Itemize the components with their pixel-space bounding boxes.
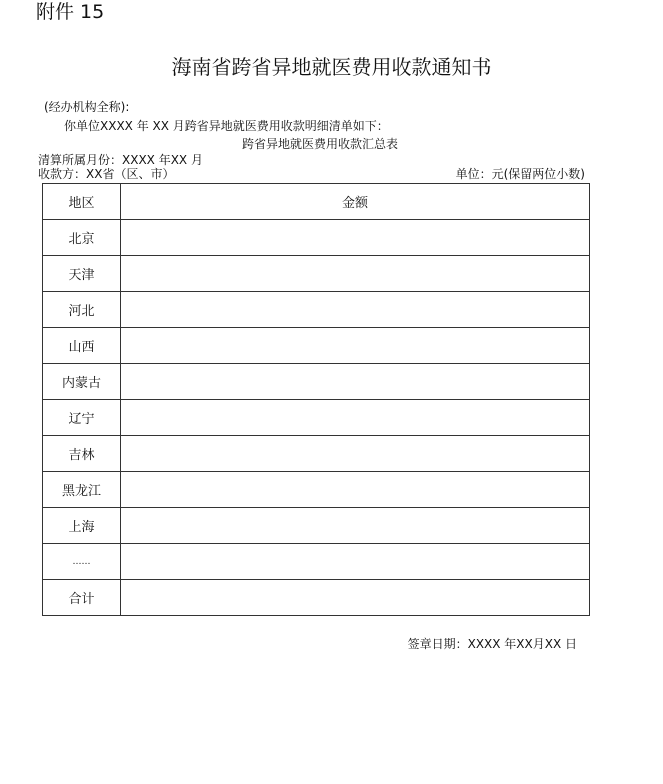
amount-cell bbox=[121, 220, 590, 256]
region-cell: 吉林 bbox=[43, 436, 121, 472]
amount-cell bbox=[121, 364, 590, 400]
sign-date: 签章日期：XXXX 年XX月XX 日 bbox=[407, 637, 577, 651]
payee-label: 收款方：XX省（区、市） bbox=[38, 167, 175, 181]
total-label-cell: 合计 bbox=[43, 580, 121, 616]
table-subtitle: 跨省异地就医费用收款汇总表 bbox=[241, 137, 398, 151]
table-row bbox=[43, 220, 590, 256]
amount-cell bbox=[121, 436, 590, 472]
amount-cell bbox=[121, 292, 590, 328]
region-cell: 北京 bbox=[43, 220, 121, 256]
region-cell: 河北 bbox=[43, 292, 121, 328]
intro-text: 你单位XXXX 年 XX 月跨省异地就医费用收款明细清单如下： bbox=[64, 119, 389, 133]
table-header-row bbox=[43, 184, 590, 220]
table-row bbox=[43, 436, 590, 472]
attachment-label: 附件 15 bbox=[36, 1, 105, 23]
table-row bbox=[43, 400, 590, 436]
table-row bbox=[43, 544, 590, 580]
amount-cell bbox=[121, 544, 590, 580]
amount-cell bbox=[121, 400, 590, 436]
table-row bbox=[43, 256, 590, 292]
document-title: 海南省跨省异地就医费用收款通知书 bbox=[171, 55, 492, 79]
column-header-amount: 金额 bbox=[121, 184, 590, 220]
amount-cell bbox=[121, 256, 590, 292]
table-row bbox=[43, 508, 590, 544]
amount-cell bbox=[121, 472, 590, 508]
region-cell: 辽宁 bbox=[43, 400, 121, 436]
summary-table bbox=[42, 183, 590, 616]
amount-cell bbox=[121, 328, 590, 364]
column-header-region: 地区 bbox=[43, 184, 121, 220]
table-row bbox=[43, 292, 590, 328]
settlement-period: 清算所属月份：XXXX 年XX 月 bbox=[38, 153, 203, 167]
table-row bbox=[43, 472, 590, 508]
amount-cell bbox=[121, 508, 590, 544]
region-cell: 内蒙古 bbox=[43, 364, 121, 400]
region-cell: 山西 bbox=[43, 328, 121, 364]
table-row bbox=[43, 364, 590, 400]
region-cell: 上海 bbox=[43, 508, 121, 544]
total-amount-cell bbox=[121, 580, 590, 616]
region-cell: 黑龙江 bbox=[43, 472, 121, 508]
region-cell: 天津 bbox=[43, 256, 121, 292]
unit-label: 单位：元(保留两位小数) bbox=[455, 167, 585, 181]
region-cell: …… bbox=[43, 544, 121, 580]
table-total-row bbox=[43, 580, 590, 616]
agency-label: (经办机构全称): bbox=[44, 100, 130, 114]
table-row bbox=[43, 328, 590, 364]
